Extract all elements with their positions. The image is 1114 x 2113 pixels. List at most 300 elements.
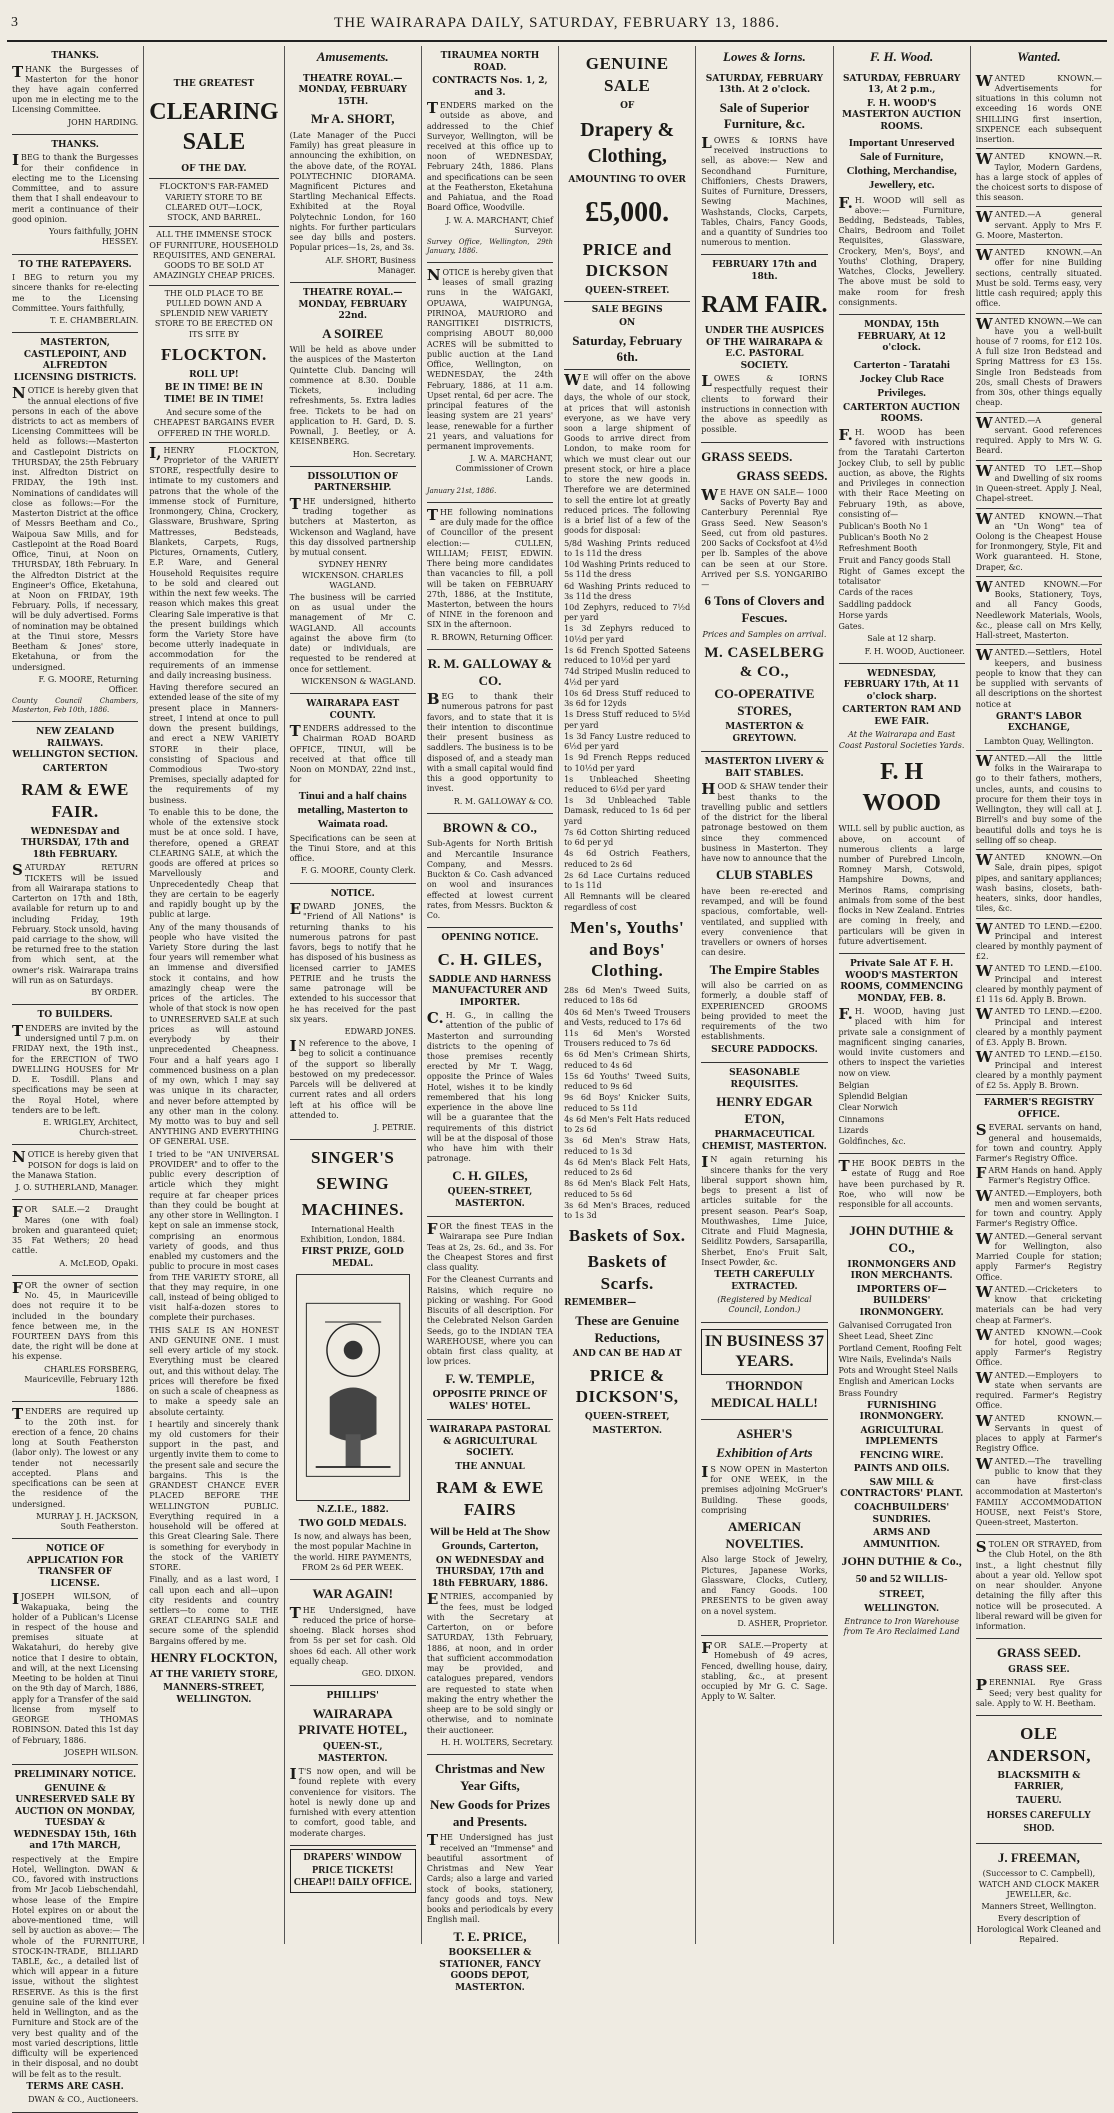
ad-body: Having therefore secured an extended lease of the site of my present place in Manners-street, I intend at once to pull down the present buildings, and erect a NEW VARIETY STORE in their place, consisting of Spacious and Commodious Two-story Premises, specially adapted for the requirements of my business.	[149, 683, 279, 805]
ad-emphasis: Tinui and a half chains metalling, Masterton to Waimata road.	[297, 789, 408, 830]
column-3	[285, 46, 422, 1944]
ad-address: MASTERTON & GREYTOWN.	[725, 722, 804, 744]
ad-thanks-hessey	[12, 135, 138, 255]
ad-heading: PHILLIPS'	[326, 1691, 379, 1702]
ad-callout: BE IN TIME! BE IN TIME! BE IN TIME!	[164, 383, 264, 405]
ad-body: ENTRIES, accompanied by the fees, must be lodged with the Secretary at Carterton, on or before SATURDAY, 13th February, 1886, at noon, and in order that sufficient accommodation may be provided, and catalogues prepared, vendors are requested to state when making the entry whether the sheep are to be sold singly or otherwise, and to nominate their auctioneer.	[426, 1590, 554, 1735]
ad-body: NOTICE is hereby given that leases of small grazing runs in the WAIGAKI, OPUAWA, WAIPUNGA, PIRINOA, MAURIORO and RANGITIKEI DISTRICTS, comprising ABOUT 80,000 ACRES will be submitted to public auction at the Land Office, Wellington, on WEDNESDAY, the 24th February, 1886, at 11 a.m. Upset rental, 6d per acre. The principal features of the leasing system are 21 years' lease, renewable for a further 21 years, and valuations for permanent improvements.	[426, 266, 554, 451]
ad-body: WE HAVE ON SALE— 1000 Sacks of Poverty Bay and Canterbury Perennial Rye Grass Seed. New Season's Seed, cut from old pastures. 200 Sacks of Cocksfoot at 4½d per lb. Samples of the above can be seen at our Store. Arrived per S.S. YONGARIBO—	[701, 485, 828, 590]
ad-award: TWO GOLD MEDALS.	[298, 1518, 407, 1529]
ad-title: GRASS SEED.	[996, 1645, 1081, 1661]
wanted-ad: WANTED KNOWN.—We can have you a well-built house of 7 rooms, for £12 10s. A full size Iron Bedstead and Spring Mattress for £3 15s. Single Iron Bedsteads from 20s, small Chests of Drawers from 30s, other things equally cheap.	[975, 314, 1102, 408]
ad-signature: T. E. CHAMBERLAIN.	[49, 316, 139, 325]
ad-title: Drapery & Clothing,	[580, 119, 675, 167]
ad-title: OLE ANDERSON,	[986, 1724, 1091, 1765]
ad-jockey-club	[839, 315, 965, 664]
ad-callout: HORSES CAREFULLY SHOD.	[986, 1810, 1092, 1835]
sale-date: Saturday, February 6th.	[572, 332, 683, 365]
section-heading: F. H. Wood.	[870, 49, 934, 64]
ad-footer: Survey Office, Wellington, 29th January, 1886.	[426, 238, 554, 256]
price-list-item: 1s 3d Unbleached Table Damask, reduced to 1s 6d per yard	[564, 796, 691, 826]
ad-heading: TO THE RATEPAYERS.	[18, 259, 132, 270]
price-list-item: 5/8d Washing Prints reduced to 1s 11d the dress	[564, 538, 691, 558]
column-6	[696, 46, 833, 1944]
ad-thanks-harding	[12, 46, 138, 135]
ad-dissolution	[290, 467, 416, 694]
ad-body: THE undersigned, hitherto trading together as butchers at Masterton, as Wickenson and Wagland, have this day dissolved partnership by mutual consent.	[289, 494, 416, 558]
wanted-ad: WANTED.—General servant for Wellington, also Married Couple for station; apply Farmer's Registry Office.	[975, 1229, 1102, 1282]
ad-signature: MURRAY J. H. JACKSON, South Featherston.	[36, 1511, 139, 1531]
ad-heading: NOTICE OF APPLICATION FOR TRANSFER OF LICENSE.	[26, 1544, 124, 1589]
wanted-ads	[976, 69, 1102, 1536]
clothing-price-list	[564, 986, 690, 1221]
ad-body: THIS SALE IS AN HONEST AND GENUINE ONE. I must sell every article of my stock. Everything must be cleared out, and this without delay. The prices will therefore be fixed on such a scale of cheapness as to make a speedy sale an absolute certainty.	[149, 1325, 279, 1417]
ad-callout: CLUB STABLES	[715, 867, 813, 883]
ad-title: THORNDON MEDICAL HALL!	[711, 1378, 818, 1411]
ad-stolen-filly	[976, 1535, 1102, 1639]
section-heading: Wanted.	[1017, 49, 1061, 64]
wanted-ad: WANTED.—The travelling public to know that they can have first-class accommodation at Masterton's FAMILY ACCOMMODATION HOUSE, next Feist's Store, Queen-street, Masterton.	[975, 1454, 1102, 1527]
birds-list	[839, 1081, 965, 1147]
wanted-ad: WANTED.—Settlers, Hotel keepers, and business people to know that they can be supplied with servants of all descriptions on the shortest notice at	[975, 646, 1102, 709]
column-2	[144, 46, 284, 1944]
ad-dates: SATURDAY, FEBRUARY 13th. At 2 o'clock.	[705, 73, 824, 96]
ad-signature: WICKENSON & WAGLAND.	[301, 676, 416, 686]
privilege-item: Fruit and Fancy goods Stall	[838, 555, 951, 565]
ad-body: The business will be carried on as usual under the management of Mr C. WAGLAND. All accounts against the above firm (to date) or individuals, are requested to be rendered at once for settlement.	[289, 592, 416, 674]
ad-note: Prices and Samples on arrival.	[702, 629, 827, 639]
ad-subheading: OF THE DAY.	[181, 163, 247, 174]
wanted-ad: WANTED.—A general servant. Good references required. Apply to Mrs W. G. Beard.	[975, 413, 1102, 456]
ad-location: CARTERTON AUCTION ROOMS.	[843, 402, 961, 425]
ad-connector: ON	[619, 318, 636, 329]
ad-connector: OF	[620, 100, 635, 111]
price-list-item: 74d Striped Muslin reduced to 4½d per yard	[564, 667, 691, 687]
wanted-ad: WANTED.—Employers, both men and women servants, for town and country. Apply Farmer's Registry Office.	[975, 1186, 1102, 1229]
ad-subheading: AMOUNTING TO OVER	[568, 175, 686, 186]
ad-body: FOR the finest TEAS in the Wairarapa see Pure Indian Teas at 2s, 2s. 6d., and 3s. For the Cheapest Stores and first class quality.	[426, 1220, 554, 1273]
ad-ratepayers	[12, 255, 138, 334]
ad-heading: NOTICE.	[330, 888, 375, 899]
ad-lowes-furniture	[701, 69, 827, 256]
ad-body: FOR the owner of section No. 45, in Mauriceville does not require it to be included in the boundary fence between me, in the FOURTEEN DAYS from this date, the right will be done at his expense.	[12, 1278, 139, 1362]
wanted-ad-address: Lambton Quay, Wellington.	[984, 736, 1094, 746]
ad-callout: The Empire Stables	[709, 961, 820, 977]
ad-title: SEWING	[316, 1174, 390, 1194]
ad-note: Entrance to Iron Warehouse from Te Aro Reclaimed Land	[843, 1617, 960, 1637]
privilege-item: Saddling paddock	[838, 599, 912, 609]
ad-signature: HENRY FLOCKTON,	[150, 1649, 278, 1665]
ad-merchant: JOHN DUTHIE & Co.,	[841, 1554, 962, 1569]
ad-flockton-clearing-sale	[149, 46, 278, 1712]
ad-signature: J. W. A. MARCHANT, Commissioner of Crown Lands.	[455, 454, 554, 484]
clothing-price-item: 4s 6d Men's Felt Hats reduced to 2s 6d	[564, 1114, 691, 1135]
ad-callout: REMEMBER—	[564, 1298, 637, 1309]
ad-title: CLEARING SALE	[149, 98, 279, 156]
ad-dates: MONDAY, 15th FEBRUARY, At 12 o'clock.	[857, 320, 946, 354]
ad-heading: THEATRE ROYAL.—MONDAY, FEBRUARY 15TH.	[298, 73, 407, 107]
ad-body: Sub-Agents for North British and Mercantile Insurance Company, and Messrs. Buckton & Co. Cash advanced on wool and insurances effected at lowest current rates, from Messrs. Buckton & Co.	[426, 839, 554, 921]
ad-address: OPPOSITE PRINCE OF WALES' HOTEL.	[432, 1390, 548, 1412]
ad-heading: OPENING NOTICE.	[441, 933, 539, 944]
wanted-ad: WANTED.—Cricketers to know that cricketing materials can be had very cheap at Farmer's.	[975, 1282, 1102, 1325]
ad-signature: AT THE VARIETY STORE,	[149, 1669, 278, 1680]
ad-section-title: FURNISHING IRONMONGERY.	[859, 1400, 944, 1423]
ad-subheading: CARTERTON	[42, 763, 108, 774]
ad-title: WAIRARAPA PRIVATE HOTEL,	[298, 1705, 408, 1738]
price-list-item: 10d Washing Prints reduced to 5s 11d the dress	[564, 560, 691, 580]
ad-signature: H. H. WOLTERS, Secretary.	[440, 1737, 554, 1747]
ad-subheading: PHARMACEUTICAL CHEMIST, MASTERTON.	[702, 1130, 827, 1152]
ad-body: NOTICE is hereby given that the annual elections of five persons in each of the above districts to act as members of Licensing Committees will be held as follows:—Masterton and Castlepoint Districts on THURSDAY, the 25th February inst. Alfredton District on FRIDAY, the 19th inst. Nominations of candidates will close as follows:—For the Masterton District at the office of Messrs Beetham and Co., Waipoua Saw Mills, and for Castlepoint at the Road Board Office, Tinui, at Noon on THURSDAY, 18th February. In the Alfredton District at the Engineer's Office, Eketahuna, at Noon on FRIDAY, 19th February. Polls, if necessary, will be duly advertised. Forms of nomination may be obtained at the Tinui store, Messrs Beetham & Jones' store, Eketahuna, or from the undersigned.	[12, 384, 139, 672]
ad-title: GENUINE & UNRESERVED SALE BY AUCTION ON MONDAY, TUESDAY & WEDNESDAY 15th, 16th and 17th MARCH,	[13, 1783, 137, 1852]
ad-subheading: IRONMONGERS AND IRON MERCHANTS.	[847, 1259, 956, 1282]
ad-ole-anderson	[976, 1716, 1102, 1844]
price-list	[564, 539, 690, 913]
ad-heading: MASTERTON LIVERY & BAIT STABLES.	[704, 757, 825, 779]
ad-heading: WAIRARAPA EAST COUNTY.	[306, 699, 400, 721]
clothing-price-item: 11s 6d Men's Worsted Trousers reduced to 7s 6d	[564, 1028, 691, 1049]
ad-dates: ON WEDNESDAY and THURSDAY, 17th and 18th FEBRUARY, 1886.	[431, 1555, 549, 1589]
ad-section-title: ARMS AND AMMUNITION.	[863, 1528, 941, 1550]
ad-title: J. FREEMAN,	[997, 1849, 1080, 1865]
ironmongery-list	[839, 1321, 965, 1399]
ad-body: SATURDAY RETURN TICKETS will be issued from all Wairarapa stations to Carterton on 17th and 18th, available for return up to and including Friday, 19th February. Stock unsold, having paid carriage to the show, will be returned free to the station from which sent, at the owner's risk. Wairarapa trains will run as on Saturdays.	[12, 861, 139, 985]
ad-subheading: UNDER THE AUSPICES OF THE WAIRARAPA & E.C. PASTORAL SOCIETY.	[704, 326, 825, 371]
ad-heading: PRELIMINARY NOTICE.	[14, 1770, 137, 1781]
wanted-ad: SEVERAL servants on hand, general and housemaids, for town and country. Apply Farmer's Registry Office.	[975, 1121, 1102, 1164]
wanted-ad: WANTED KNOWN.—That an "Un Wong" tea of Oolong is the Cheapest House for Ironmongery, Style, Fit and Work guaranteed. H. Stone, Draper, &c.	[975, 509, 1102, 572]
ad-title: Sale of Superior Furniture, &c.	[719, 99, 810, 132]
ad-wood-rams	[839, 664, 965, 954]
ad-merchant: PRICE and DICKSON	[582, 239, 672, 281]
wanted-ad: WANTED.—Employers to state when servants are required. Farmer's Registry Office.	[975, 1368, 1102, 1411]
ad-callout: TEETH CAREFULLY EXTRACTED.	[714, 1270, 815, 1292]
ad-body: THE Undersigned has just received an "Immense" and beautiful assortment of Christmas and New Year Cards; also a large and varied stock of books, stationery, fancy goods and toys. New books and periodicals by every English mail.	[426, 1831, 554, 1925]
ad-body: BEG to thank their numerous patrons for past favors, and to state that it is their intention to discontinue their present business as saddlers. The business is to be disposed of, and a steady man with a small capital would find this a good opportunity to invest.	[426, 690, 554, 794]
ad-livery-stables	[701, 752, 827, 1063]
section-heading: Amusements.	[316, 49, 389, 64]
ad-body: For the Cleanest Currants and Raisins, which require no picking or washing. For Good Biscuits of all description. For the Celebrated Nelson Garden Seeds, go to the INDIAN TEA WAREHOUSE, where you can obtain first class quality, at low prices.	[426, 1275, 554, 1367]
ad-fence-notice	[12, 1276, 138, 1403]
ad-callout: These are Genuine Reductions,	[575, 1312, 680, 1345]
wanted-ad-merchant: GRANT'S LABOR EXCHANGE,	[995, 711, 1082, 734]
ad-dates: WEDNESDAY and THURSDAY, 17th and 18th FEBRUARY.	[21, 826, 130, 860]
privilege-item: Publican's Booth No 1	[838, 522, 929, 532]
price-list-item: 1s Dress Stuff reduced to 5½d per yard	[564, 710, 691, 730]
wanted-ad: WANTED KNOWN.—On Sale, drain pipes, spigot pipes, and sanitary appliances; wash basins, closets, bath-heaters, sinks, door handles, tiles, &c.	[975, 851, 1102, 914]
ad-address: BOOKSELLER & STATIONER, FANCY GOODS DEPOT, MASTERTON.	[439, 1948, 541, 1993]
ad-body: Finally, and as a last word, I call upon each and all—upon city residents and country settlers—to come to THE GREAT CLEARING SALE and secure some of the splendid Bargains offered by me.	[149, 1575, 279, 1646]
ad-names: SYDNEY HENRY WICKENSON. CHARLES WAGLAND.	[301, 560, 404, 590]
clothing-price-item: 15s 6d Youths' Tweed Suits, reduced to 9s 6d	[564, 1071, 691, 1092]
ad-builders	[12, 1005, 138, 1145]
ad-title: Mr A. SHORT,	[310, 111, 395, 127]
ad-signature: JOSEPH WILSON.	[64, 1747, 139, 1757]
ad-body: Is now, and always has been, the most popular Machine in the world. HIRE PAYMENTS, FROM 2s 6d PER WEEK.	[293, 1532, 412, 1572]
ad-dates: SATURDAY, FEBRUARY 13, At 2 p.m.,	[842, 73, 961, 96]
ad-body: I tried to be "AN UNIVERSAL PROVIDER" and to offer to the public every description of article which they might require at far cheaper prices than they could be bought at any other store in Wellington. I kept on sale an immense stock, comprising an enormous variety of goods, and thus enabled my customers and the public to procure in most cases from THE VARIETY STORE, all that they may require, in one call, instead of being obliged to visit half-a-dozen stores to complete their purchases.	[149, 1149, 279, 1323]
ad-duthie	[839, 1217, 965, 1643]
ad-preliminary-notice	[12, 1765, 138, 2113]
clothing-price-item: 6s 6d Men's Crimean Shirts, reduced to 4s 6d	[564, 1050, 691, 1070]
ad-location: Will be Held at The Show Grounds, Carterton,	[429, 1525, 551, 1552]
clothing-price-item: 3s 6d Men's Straw Hats, reduced to 1s 3d	[564, 1136, 691, 1156]
ad-eton-chemist	[701, 1063, 827, 1322]
ad-body: FOR SALE.—2 Draught Mares (one with foal) broken and guaranteed quiet; 35 Fat Wethers; 20 head cattle.	[12, 1203, 139, 1256]
price-list-item: 2s 6d Lace Curtains reduced to 1s 11d	[564, 870, 691, 891]
ad-title: R. M. GALLOWAY & CO.	[427, 655, 553, 688]
ad-signature: F. G. MOORE, Returning Officer.	[38, 674, 139, 695]
ad-signature: J. PETRIE.	[374, 1123, 416, 1133]
ad-section-title: SAW MILL & CONTRACTORS' PLANT.	[840, 1477, 964, 1500]
ad-title: MACHINES.	[301, 1199, 404, 1219]
ad-banner: IN BUSINESS 37 YEARS.	[701, 1329, 827, 1376]
ad-book-debts	[839, 1154, 965, 1217]
column-4	[422, 46, 559, 1993]
ironmongery-item: Pots and Wrought Steel Nails	[838, 1366, 958, 1376]
ad-wood-furniture	[839, 69, 965, 315]
ad-signature: C. H. GILES,	[452, 1167, 528, 1183]
ad-callout: And secure some of the CHEAPEST BARGAINS EVER OFFERED IN THE WORLD.	[153, 408, 275, 438]
ad-body: Will be held as above under the auspices of the Masterton Quintette Club. Dancing will commence at 8.30. Double Tickets, including refreshments, 5s. Extra ladies free. Tickets to be had on application to H. Gard, D. S. Pownall, J. Beetley, or A. KEISENBERG.	[289, 345, 416, 447]
ad-body: THANK the Burgesses of Masterton for the honor they have again conferred upon me in electing me to the Licensing Committee.	[12, 62, 139, 115]
ad-title: Important Unreserved Sale of Furniture, Clothing, Merchandise, Jewellery, etc.	[846, 137, 957, 192]
ad-price-gifts	[427, 1755, 553, 2000]
ad-exhibition: International Health Exhibition, London, 1884.	[300, 1224, 406, 1244]
ad-wairarapa-east	[290, 694, 416, 884]
ad-title: GRASS SEEDS.	[701, 448, 793, 464]
ironmongery-item: Brass Foundry	[838, 1388, 898, 1398]
wanted-ad: WANTED TO LEND.—£150. Principal and interest cleared by a monthly payment of £2 5s. Apply B. Brown.	[975, 1048, 1102, 1091]
bird-item: Cinnamons	[838, 1114, 884, 1124]
ad-body: TENDERS addressed to the Chairman ROAD BOARD OFFICE, TINUI, will be received at that office till Noon on MONDAY, 22nd inst., for	[289, 722, 416, 785]
ad-signature: ALF. SHORT, Business Manager.	[325, 255, 416, 275]
clothing-price-item: 3s 6d Men's Braces, reduced to 1s 3d	[564, 1200, 691, 1220]
ad-heading: TO BUILDERS.	[37, 1010, 113, 1021]
price-list-item: 7s 6d Cotton Shirting reduced to 6d per yd	[564, 827, 691, 848]
ad-title: BROWN & CO.,	[443, 819, 537, 835]
ad-address: 50 and 52 WILLIS-STREET,	[855, 1573, 948, 1600]
columns	[7, 46, 1107, 2105]
privilege-item: Right of Games except the totalisator	[838, 566, 965, 587]
ad-terms: TERMS ARE CASH.	[26, 2081, 124, 2092]
ad-transfer-license	[12, 1539, 138, 1765]
ad-title: ASHER'S	[736, 1425, 793, 1441]
ad-freeman	[976, 1844, 1102, 1951]
ironmongery-item: Portland Cement, Roofing Felt	[838, 1343, 962, 1353]
ironmongery-item: Sheet Lead, Sheet Zinc	[838, 1332, 934, 1342]
ad-jones-notice	[290, 884, 416, 1141]
ad-address: QUEEN-STREET,	[584, 1412, 670, 1423]
ad-body: EDWARD JONES, the "Friend of All Nations" is returning thanks to his numerous patrons for past favors, begs to notify that he has disposed of his business as licensed carrier to JAMES PETRIE and he trusts the same patronage will be extended to his successor that he has received for the past six years.	[289, 900, 416, 1024]
ad-signature: GEO. DIXON.	[361, 1669, 416, 1679]
ad-subheading: CONTRACTS Nos. 1, 2, and 3.	[432, 76, 548, 98]
ad-signature: F. W. TEMPLE,	[445, 1370, 535, 1386]
ad-heading: THE GREATEST	[173, 79, 255, 89]
ad-signature: DWAN & CO., Auctioneers.	[28, 2095, 139, 2105]
ad-diorama	[290, 69, 416, 283]
ad-war-again	[290, 1580, 416, 1686]
ad-signature: T. E. PRICE,	[453, 1928, 527, 1944]
wanted-ad: WANTED KNOWN.—An offer for nine Building sections, centrally situated. Must be sold. Terms easy, very little cash required; apply this office.	[975, 246, 1102, 309]
bird-item: Goldfinches, &c.	[838, 1137, 906, 1146]
wanted-ad: WANTED KNOWN.—Advertisements for situations in this column not exceeding 16 words ONE SHILLING first insertion, SIXPENCE each subsequent insertion.	[975, 71, 1102, 145]
ad-body: THE BOOK DEBTS in the estate of Rugg and Roe have been purchased by R. Roe, who will now be responsible for all accounts.	[838, 1157, 965, 1210]
ad-teas	[427, 1217, 553, 1420]
price-list-item: 10d Zephyrs, reduced to 7½d per yard	[564, 603, 691, 623]
ad-location: QUEEN-ST., MASTERTON.	[317, 1742, 388, 1764]
newspaper-page	[7, 6, 1107, 2105]
ad-section-title: Men's, Youths' and Boys' Clothing.	[570, 917, 685, 981]
ad-singers-sewing	[290, 1140, 416, 1580]
ad-location: At the Wairarapa and East Coast Pastoral Societies Yards.	[838, 730, 965, 750]
ad-address: QUEEN-STREET, MASTERTON.	[447, 1187, 533, 1209]
ad-body: HOOD & SHAW tender their best thanks to the travelling public and settlers of the district for the liberal patronage bestowed on them since they commenced business in Masterton. They have now to announce that the	[701, 780, 828, 864]
ad-section-title: COACHBUILDERS' SUNDRIES.	[854, 1503, 950, 1525]
ad-signature: F. G. MOORE, County Clerk.	[300, 866, 416, 876]
ad-dates: FEBRUARY 17th and 18th.	[712, 260, 817, 282]
ad-grass-seed	[976, 1639, 1102, 1716]
ad-body: Any of the many thousands of people who have visited the Variety Store during the last four years will remember what an immense and diversified stock it contains, and how amazingly cheap were the prices of the articles. The whole of that stock is now open to UNRESERVED SALE at such prices as will astound everybody by their unprecedented Cheapness. Four and a half years ago I commenced business on a plan of my own, which I may say was unique in its character, and never before attempted by any other man in the colony. My motto was to buy and sell ANYTHING AND EVERYTHING OF GENERAL USE.	[149, 922, 279, 1147]
ad-galloway	[427, 650, 553, 814]
privilege-item: Publican's Booth No 2	[838, 533, 929, 543]
ad-signature: E. WRIGLEY, Architect, Church-street.	[43, 1118, 139, 1138]
clothing-price-item: 9s 6d Boys' Knicker Suits, reduced to 5s 11d	[564, 1093, 691, 1113]
clothing-price-item: 4s 6d Men's Black Felt Hats, reduced to 2s 6d	[564, 1157, 691, 1178]
page-number: 3	[11, 15, 19, 30]
ad-grazing-runs	[427, 263, 553, 503]
column-5	[559, 46, 696, 1944]
ad-title: Christmas and New Year Gifts,	[435, 1760, 545, 1793]
ad-body: IN reference to the above, I beg to solicit a continuance of the support so liberally bestowed on my predecessor. Parcels will be delivered at current rates and all orders left at his office will be attended to.	[289, 1037, 416, 1120]
price-list-item: 1s 3d Zephyrs reduced to 10½d per yard	[564, 624, 691, 644]
column-1	[7, 46, 144, 2105]
ad-signature: Hon. Secretary.	[352, 449, 416, 459]
ad-intro: FLOCKTON'S FAR-FAMED VARIETY STORE TO BE CLEARED OUT—LOCK, STOCK, AND BARREL.	[159, 182, 269, 223]
ad-footer: County Council Chambers, Masterton, Feb 10th, 1886.	[12, 697, 139, 715]
ironmongery-item: Wire Nails, Evelinda's Nails	[838, 1354, 952, 1364]
ad-intro: THE OLD PLACE TO BE PULLED DOWN AND A SPLENDID NEW VARIETY STORE TO BE ERECTED ON ITS SITE BY	[154, 288, 273, 339]
ad-heading: THEATRE ROYAL.—MONDAY, FEBRUARY 22nd.	[298, 288, 407, 322]
ad-signature: JOHN HARDING.	[67, 117, 139, 127]
privilege-item: Horse yards	[838, 610, 888, 620]
price-list-item: 10s 6d Dress Stuff reduced to 3s 6d for 12yds	[564, 688, 691, 709]
ad-heading: THANKS.	[51, 139, 99, 150]
ad-callout: 6 Tons of Clovers and Fescues.	[704, 593, 825, 625]
ad-heading: SEASONABLE REQUISITES.	[729, 1068, 800, 1090]
ad-location: F. H. WOOD'S MASTERTON AUCTION ROOMS.	[842, 98, 962, 132]
wanted-ad: WANTED TO LEND.—£200. Principal and interest cleared by a monthly payment of £3. Apply B. Brown.	[975, 1005, 1102, 1048]
ad-signature: A. McLEOD, Opaki.	[59, 1258, 139, 1268]
ad-heading: NEW ZEALAND RAILWAYS. WELLINGTON SECTION.	[12, 727, 138, 761]
ad-body: FOR SALE.—Property at Homebush of 49 acres, Fenced, dwelling house, dairy, stabling, &c., at present occupied by Mr G. C. Sage. Apply to W. Salter.	[701, 1639, 828, 1702]
ad-subheading: BLACKSMITH & FARRIER,	[997, 1770, 1081, 1793]
price-list-item: 6d Washing Prints reduced to 3s 11d the dress	[564, 581, 691, 601]
ad-grass-seeds	[701, 443, 827, 753]
ad-subheading: GRASS SEE.	[1008, 1664, 1070, 1675]
ad-section-title: AGRICULTURAL IMPLEMENTS	[860, 1425, 943, 1448]
bird-item: Clear Norwich	[838, 1103, 898, 1113]
price-list-item: 1s 6d French Spotted Sateens reduced to 10½d per yard	[564, 645, 691, 666]
ad-note: (Registered by Medical Council, London.)	[717, 1295, 812, 1315]
ad-fence-tenders	[12, 1402, 138, 1539]
ad-callout: Baskets of Sox.	[568, 1226, 686, 1246]
ad-subheading: (Successor to C. Campbell), WATCH AND CLOCK MAKER JEWELLER, &c.	[978, 1869, 1100, 1899]
ad-award: N.Z.I.E., 1882.	[316, 1505, 389, 1516]
ad-asher-exhibition	[701, 1420, 827, 1636]
ad-body: F.H. WOOD, having just placed with him for private sale a consignment of magnificent singing canaries, would invite customers and others to inspect the varieties now on view.	[838, 1005, 965, 1078]
ad-phillips-hotel	[290, 1686, 416, 1845]
ad-heading: IMPORTERS OF— BUILDERS' IRONMONGERY.	[856, 1284, 947, 1318]
ad-signature: J. W. A. MARCHANT, Chief Surveyor.	[445, 215, 554, 235]
ad-signature: J. O. SUTHERLAND, Manager.	[15, 1183, 139, 1193]
ad-title: JOHN DUTHIE & CO.,	[849, 1223, 955, 1256]
ad-heading: Private Sale AT F. H. WOOD'S MASTERTON ROOMS, COMMENCING MONDAY, FEB. 8.	[840, 959, 964, 1004]
ironmongery-item: Galvanised Corrugated Iron	[838, 1321, 952, 1331]
ad-body: have been re-erected and revamped, and will be found spacious, comfortable, well-ventilated, and supplied with every convenience that travellers or owners of horses can desire.	[701, 886, 828, 958]
ad-body: LOWES & IORNS respectfully request their clients to forward their instructions in connection with the above as speedily as possible.	[701, 372, 828, 435]
ad-merchant: CO-OPERATIVE STORES,	[714, 686, 815, 718]
privilege-item: Refreshment Booth	[838, 544, 918, 554]
ad-signature: Yours faithfully, JOHN HESSEY.	[49, 227, 139, 247]
ad-heading: FARMER'S REGISTRY OFFICE.	[983, 1098, 1094, 1120]
ad-footer: January 21st, 1886.	[426, 486, 497, 495]
wanted-ad: WANTED KNOWN.—For Books, Stationery, Toys, and all Fancy Goods, Needlework Materials, Wools, &c., please call on Mrs Kelly, Hall-street, Masterton.	[975, 577, 1102, 641]
sale-amount: £5,000.	[585, 196, 670, 228]
ad-location: TAUERU.	[1016, 1795, 1062, 1806]
ad-body: IS NOW OPEN in Masterton for ONE WEEK, in the premises adjoining McGruer's Building. These goods, comprising	[701, 1462, 828, 1515]
ad-signature: CHARLES FORSBERG, Mauriceville, February 12th 1886.	[24, 1364, 139, 1395]
ad-callout: Baskets of Scarfs.	[587, 1251, 667, 1293]
ad-licensing	[12, 333, 138, 722]
ad-body: TENDERS are required up to the 20th inst. for erection of a fence, 20 chains long at South Featherston (labor only). The lowest or any tender not necessarily accepted. Plans and specifications can be seen at the residence of the undersigned.	[12, 1405, 139, 1509]
ad-price-dickson	[564, 46, 690, 1443]
wanted-ad: WANTED TO LEND.—£100. Principal and interest cleared by monthly payment of £1 11s 6d. Apply B. Brown.	[975, 962, 1102, 1005]
ad-body: I BEG to return you my sincere thanks for re-electing me to the Licensing Committee. Yours faithfully,	[12, 273, 139, 313]
ad-prize: FIRST PRIZE, GOLD MEDAL.	[301, 1247, 404, 1269]
ad-intro: ALL THE IMMENSE STOCK OF FURNITURE, HOUSEHOLD REQUISITES, AND GENERAL GOODS TO BE SOLD AT AMAZINGLY CHEAP PRICES.	[149, 230, 279, 281]
ad-body: I heartily and sincerely thank my old customers for their support in the past, and urgently invite them to come to the present sale and secure the bargains. This is the GRANDEST CHANCE EVER PLACED BEFORE THE WELLINGTON PUBLIC. Everything required in a household will be offered at this Great Clearing Sale. There is something for everybody in the stock of the VARIETY STORE.	[149, 1419, 279, 1573]
ironmongery-item: English and American Locks	[838, 1377, 955, 1387]
ad-heading: MASTERTON, CASTLEPOINT, AND ALFREDTON LICENSING DISTRICTS.	[13, 338, 137, 383]
ad-body: Also large Stock of Jewelry, Pictures, Japanese Works, Glassware, Clocks, Cutlery, and Fancy Goods. 100 PRESENTS to be given away on a novel system.	[701, 1555, 828, 1616]
ad-body: LOWES & IORNS have received instructions to sell, as above:— New and Secondhand Furniture, Chiffoniers, Chests Drawers, Suites of Furniture, Dressers, Sewing Machines, Washstands, Clocks, Carpets, Tables, Chairs, Fancy Goods, and a quantity of Sundries too numerous to mention.	[701, 133, 828, 248]
ad-title: GENUINE SALE	[585, 54, 669, 95]
ad-address: Manners Street, Wellington.	[981, 1902, 1097, 1912]
ad-title: WAR AGAIN!	[312, 1586, 393, 1602]
ad-title: C. H. GILES,	[437, 949, 543, 969]
ad-title: RAM FAIR.	[701, 291, 828, 318]
ad-body: To enable this to be done, the whole of the extensive stock must be at once sold. I have, therefore, opened a GREAT CLEARING SALE, at which the goods are offered at prices so Marvellously and Unprecedentedly Cheap that they are certain to be eagerly and rapidly bought up by the public at large.	[149, 807, 279, 920]
ad-body: F.H. WOOD will sell as above:— Furniture, Bedding, Bedsteads, Tables, Chairs, Bedroom and Toilet Requisites, Glassware, Crockery, Men's, Boys', and Youths' Clothing, Drapery, Watches, Clocks, Jewellery. The above must be sold to make room for fresh consignments.	[838, 193, 965, 307]
ad-body: NOTICE is hereby given that POISON for dogs is laid on the Manawa Station.	[12, 1148, 139, 1180]
ad-signature: D. ASHER, Proprietor.	[737, 1618, 828, 1628]
ad-body: IN again returning his sincere thanks for the very liberal support shown him, begs to present a list of articles suitable for the present season. Pear's Soap, Mouthwashes, Lime Juice, Citrate and Fluid Magnesia, Seidlitz Powders, Sarsaparilla, Sherbet, Eno's Fruit Salt, Insect Powder, &c.	[701, 1153, 828, 1267]
sewing-machine-icon	[297, 1275, 409, 1500]
ad-tiraumea-road	[427, 46, 553, 263]
clothing-price-item: 28s 6d Men's Tweed Suits, reduced to 18s 6d	[564, 986, 691, 1006]
ad-poison	[12, 1145, 138, 1200]
ad-title: RAM & EWE FAIR.	[21, 780, 129, 822]
wanted-ad: FARM Hands on hand. Apply Farmer's Registry Office.	[975, 1164, 1102, 1186]
ad-body: IBEG to thank the Burgesses for their confidence in electing me to the Licensing Committee, and to assure them that I shall endeavour to merit a continuance of their good opinion.	[12, 151, 139, 224]
privileges-list	[839, 522, 965, 632]
ad-callout: ROLL UP!	[189, 369, 239, 380]
ad-body: C.H. G., in calling the attention of the public of Masterton and surrounding districts to the opening of those premises recently erected by Mr T. Wagg, opposite the Prince of Wales Hotel, wishes it to be kindly remembered that his long experience in the above line will be a guarantee that the requirements of this district will be at the disposal of those who have him with their patronage.	[426, 1009, 554, 1164]
ad-subheading: THE ANNUAL	[455, 1461, 525, 1472]
ad-ram-fair	[701, 255, 827, 442]
